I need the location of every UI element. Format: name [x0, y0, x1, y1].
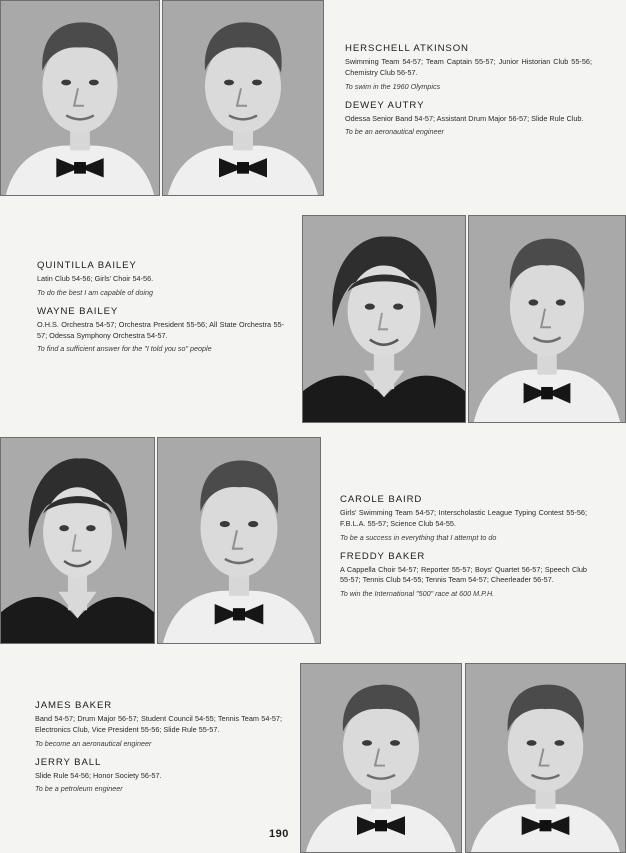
- portrait-dewey-autry: [162, 0, 324, 196]
- student-name: JERRY BALL: [35, 756, 102, 768]
- student-activities: O.H.S. Orchestra 54-57; Orchestra President 55-56; All State Orchestra 55-57; Odessa Symphony Orchestra 54-57.: [37, 319, 284, 340]
- portrait-jerry-ball: [465, 663, 626, 853]
- student-name: CAROLE BAIRD: [340, 494, 423, 505]
- page-number: 190: [269, 828, 289, 840]
- caption-block-2: [37, 260, 284, 362]
- caption-block-4: [35, 700, 282, 802]
- student-activities: Band 54-57; Drum Major 56-57; Student Council 54-55; Tennis Team 54-57; Electronics Club, Vice President 55-56; Slide Rule 55-57.: [35, 714, 282, 734]
- student-name: WAYNE BAILEY: [37, 305, 119, 317]
- student-goal: To be an aeronautical engineer: [345, 127, 444, 137]
- student-goal: To swim in the 1960 Olympics: [345, 81, 441, 91]
- student-activities: Swimming Team 54-57; Team Captain 55-57; Junior Historian Club 55-56; Chemistry Club 56-57.: [345, 57, 592, 77]
- student-name: HERSCHELL ATKINSON: [345, 43, 469, 54]
- portrait-freddy-baker: [157, 437, 321, 644]
- student-activities: A Cappella Choir 54-57; Reporter 55-57; Boys' Quartet 56-57; Speech Club 55-57; Tennis Club 54-55; Tennis Team 54-57; Cheerleader 56-57.: [340, 564, 587, 585]
- student-activities: Latin Club 54-56; Girls' Choir 54-56.: [37, 274, 154, 283]
- caption-block-1: [345, 43, 592, 145]
- portrait-james-baker: [300, 663, 462, 853]
- student-goal: To be a success in everything that I attempt to do: [340, 532, 497, 542]
- caption-block-3: [340, 494, 587, 607]
- student-name: JAMES BAKER: [35, 700, 113, 711]
- student-activities: Girls' Swimming Team 54-57; Interscholastic League Typing Contest 55-56; F.B.L.A. 55-57; Science Club 54-55.: [340, 508, 587, 528]
- student-name: QUINTILLA BAILEY: [37, 260, 137, 271]
- portrait-wayne-bailey: [468, 215, 626, 423]
- student-goal: To become an aeronautical engineer: [35, 738, 152, 748]
- student-goal: To do the best I am capable of doing: [37, 287, 154, 297]
- student-goal: To win the International "500" race at 600 M.P.H.: [340, 589, 495, 599]
- student-name: DEWEY AUTRY: [345, 99, 425, 111]
- portrait-carole-baird: [0, 437, 155, 644]
- student-goal: To be a petroleum engineer: [35, 784, 123, 794]
- student-name: FREDDY BAKER: [340, 550, 426, 562]
- student-goal: To find a sufficient answer for the "I told you so" people: [37, 344, 212, 354]
- portrait-herschell-atkinson: [0, 0, 160, 196]
- student-activities: Slide Rule 54-56; Honor Society 56-57.: [35, 770, 162, 780]
- portrait-quintilla-bailey: [302, 215, 466, 423]
- student-activities: Odessa Senior Band 54-57; Assistant Drum Major 56-57; Slide Rule Club.: [345, 113, 584, 123]
